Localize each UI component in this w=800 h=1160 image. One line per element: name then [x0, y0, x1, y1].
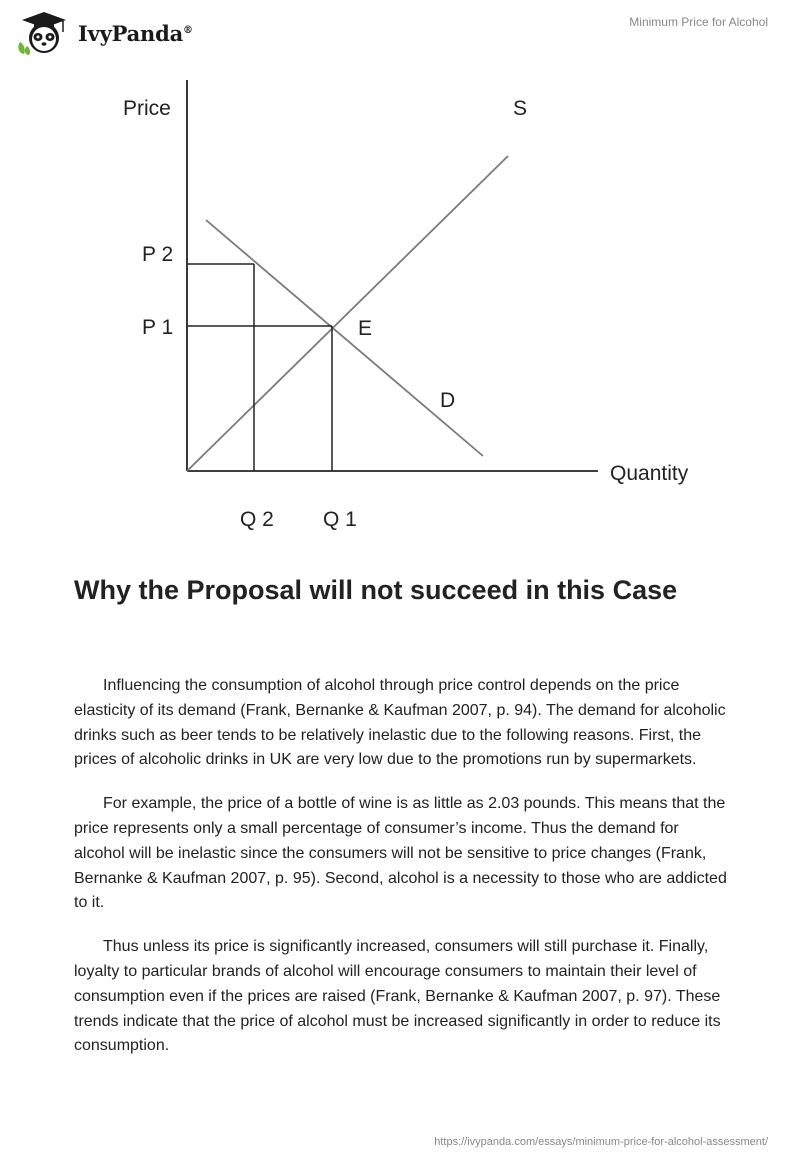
supply-demand-diagram	[0, 70, 800, 550]
paragraph: For example, the price of a bottle of wine is as little as 2.03 pounds. This means that the price represents only a small percentage of consumer’s income. Thus the demand for alcohol will be inelastic since the consumers will not be sensitive to price changes (Frank, Bernanke & Kaufman 2007, p. 95). Second, alcohol is a necessity to those who are addicted to it.	[74, 795, 727, 912]
supply-label: S	[513, 97, 528, 120]
panda-logo-icon	[14, 10, 74, 56]
paragraph: Influencing the consumption of alcohol through price control depends on the price elasticity of its demand (Frank, Bernanke & Kaufman 2007, p. 94). The demand for alcoholic drinks such as beer tends to be relatively inelastic due to the following reasons. First, the prices of alcoholic drinks in UK are very low due to the promotions run by supermarkets.	[74, 677, 726, 769]
paragraph: Thus unless its price is significantly increased, consumers will still purchase it. Finally, loyalty to particular brands of alcohol will encourage consumers to maintain their level of consumption even if the prices are raised (Frank, Bernanke & Kaufman 2007, p. 97). These trends indicate that the price of alcohol must be increased significantly in order to reduce its consumption.	[74, 938, 721, 1055]
section-heading: Why the Proposal will not succeed in this Case	[74, 575, 678, 605]
price-label-p2: P 2	[142, 243, 174, 266]
supply-curve	[187, 156, 508, 471]
source-url-link[interactable]: https://ivypanda.com/essays/minimum-price-for-alcohol-assessment/	[434, 1136, 768, 1148]
ivypanda-logo[interactable]	[14, 8, 204, 58]
demand-label: D	[440, 389, 456, 412]
document-title: Minimum Price for Alcohol	[629, 15, 768, 29]
y-axis-label: Price	[123, 97, 171, 120]
quantity-label-q2: Q 2	[240, 508, 274, 531]
quantity-label-q1: Q 1	[323, 508, 357, 531]
x-axis-label: Quantity	[610, 462, 689, 485]
brand-name: IvyPanda®	[78, 20, 193, 46]
article-body	[74, 674, 730, 1078]
equilibrium-label: E	[358, 317, 373, 340]
demand-curve	[206, 220, 483, 456]
price-label-p1: P 1	[142, 316, 174, 339]
